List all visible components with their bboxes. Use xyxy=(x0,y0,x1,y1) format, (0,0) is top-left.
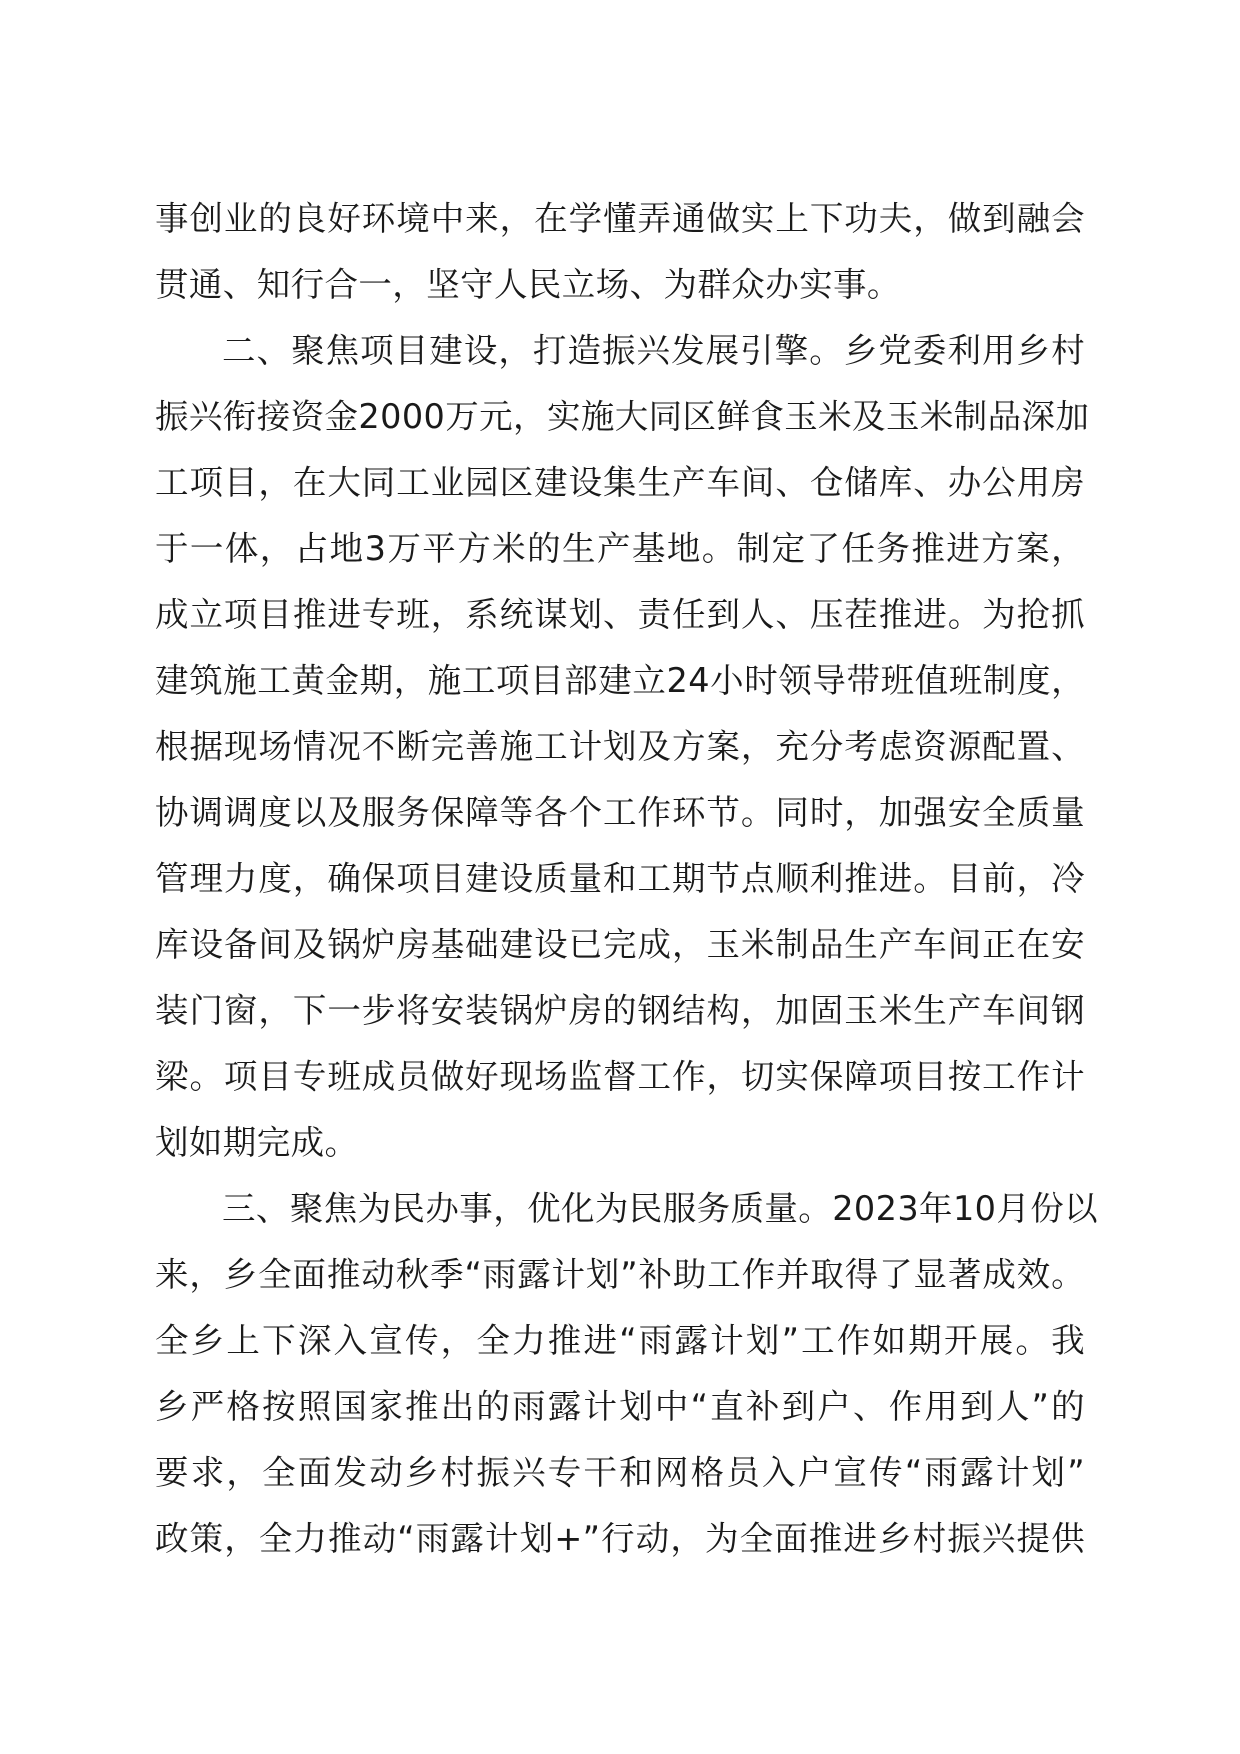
text-line: 乡严格按照国家推出的雨露计划中“直补到户、作用到人”的 xyxy=(155,1387,1085,1426)
text-line: 事创业的良好环境中来，在学懂弄通做实上下功夫，做到融会 xyxy=(155,199,1085,238)
text-line: 协调调度以及服务保障等各个工作环节。同时，加强安全质量 xyxy=(155,793,1085,832)
text-line: 贯通、知行合一，坚守人民立场、为群众办实事。 xyxy=(155,265,901,304)
text-line: 成立项目推进专班，系统谋划、责任到人、压茬推进。为抢抓 xyxy=(155,595,1085,634)
text-line: 要求，全面发动乡村振兴专干和网格员入户宣传“雨露计划” xyxy=(155,1453,1085,1492)
text-line: 划如期完成。 xyxy=(155,1123,359,1162)
text-line: 装门窗，下一步将安装锅炉房的钢结构，加固玉米生产车间钢 xyxy=(155,991,1085,1030)
text-line: 工项目，在大同工业园区建设集生产车间、仓储库、办公用房 xyxy=(155,463,1085,502)
text-line: 全乡上下深入宣传，全力推进“雨露计划”工作如期开展。我 xyxy=(155,1321,1085,1360)
text-line: 来，乡全面推动秋季“雨露计划”补助工作并取得了显著成效。 xyxy=(155,1255,1085,1294)
text-line: 管理力度，确保项目建设质量和工期节点顺利推进。目前，冷 xyxy=(155,859,1085,898)
text-line: 振兴衔接资金2000万元，实施大同区鲜食玉米及玉米制品深加 xyxy=(155,397,1090,436)
text-line: 根据现场情况不断完善施工计划及方案，充分考虑资源配置、 xyxy=(155,727,1085,766)
text-line: 政策，全力推动“雨露计划+”行动，为全面推进乡村振兴提供 xyxy=(155,1519,1085,1558)
document-body xyxy=(155,186,1099,1572)
text-line: 于一体，占地3万平方米的生产基地。制定了任务推进方案， xyxy=(155,529,1085,568)
text-line: 梁。项目专班成员做好现场监督工作，切实保障项目按工作计 xyxy=(155,1057,1085,1096)
text-line: 库设备间及锅炉房基础建设已完成，玉米制品生产车间正在安 xyxy=(155,925,1085,964)
paragraph-first-line: 二、聚焦项目建设，打造振兴发展引擎。乡党委利用乡村 xyxy=(222,331,1085,370)
text-line: 建筑施工黄金期，施工项目部建立24小时领导带班值班制度， xyxy=(155,661,1085,700)
paragraph-first-line: 三、聚焦为民办事，优化为民服务质量。2023年10月份以 xyxy=(222,1189,1099,1228)
